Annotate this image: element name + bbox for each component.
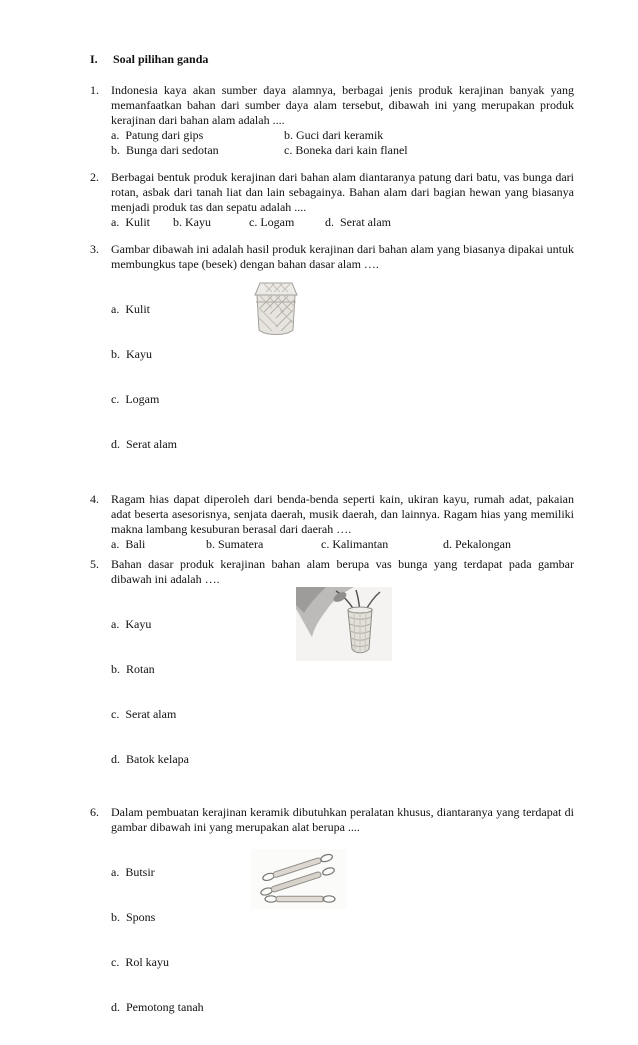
question-5-options <box>111 587 296 797</box>
question-6-number: 6. <box>90 805 99 819</box>
option: c. Kalimantan <box>321 537 389 551</box>
clay-tools-image <box>251 849 347 909</box>
option: a. Kulit <box>111 215 150 229</box>
question-6 <box>90 805 574 1045</box>
option: d. Serat alam <box>111 437 177 451</box>
option: c. Logam <box>249 215 295 229</box>
option: a. Kulit <box>111 302 150 316</box>
option: a. Bali <box>111 537 146 551</box>
option: a. Kayu <box>111 617 152 631</box>
question-4-options <box>111 537 574 552</box>
question-5-number: 5. <box>90 557 99 571</box>
question-1-options <box>111 128 574 158</box>
option: c. Serat alam <box>111 707 177 721</box>
option: d. Batok kelapa <box>111 752 189 766</box>
question-3-body <box>111 242 574 482</box>
option: b. Spons <box>111 910 156 924</box>
question-3-text: Gambar dibawah ini adalah hasil produk kerajinan dari bahan alam yang biasanya dipakai untuk membungkus tape (besek) dengan bahan dasar alam …. <box>111 242 574 271</box>
question-6-text: Dalam pembuatan kerajinan keramik dibutuhkan peralatan khusus, diantaranya yang terdapat di gambar dibawah ini yang merupakan alat berupa .... <box>111 805 574 834</box>
option: c. Rol kayu <box>111 955 169 969</box>
question-2-number: 2. <box>90 170 99 184</box>
question-1-number: 1. <box>90 83 99 97</box>
question-3 <box>90 242 574 482</box>
question-2-options <box>111 215 574 230</box>
section-number: I. <box>90 52 98 66</box>
question-5-text: Bahan dasar produk kerajinan bahan alam berupa vas bunga yang terdapat pada gambar dibawah ini adalah …. <box>111 557 574 586</box>
question-1 <box>90 83 574 158</box>
question-2-text: Berbagai bentuk produk kerajinan dari bahan alam diantaranya patung dari batu, vas bunga dari rotan, asbak dari tanah liat dan lain sebagainya. Bahan alam dari bagian hewan yang biasanya menjadi produk tas dan sepatu adalah .... <box>111 170 574 214</box>
question-5-body <box>111 557 574 797</box>
option: b. Guci dari keramik <box>284 128 384 142</box>
rattan-vase-image <box>296 587 392 661</box>
option: b. Bunga dari sedotan <box>111 143 219 157</box>
section-title: Soal pilihan ganda <box>113 52 209 66</box>
option: b. Kayu <box>111 347 152 361</box>
question-2-body <box>111 170 574 230</box>
question-6-body <box>111 805 574 1045</box>
besek-basket-image <box>244 280 308 340</box>
section-heading <box>90 52 574 67</box>
option: a. Butsir <box>111 865 155 879</box>
question-1-text: Indonesia kaya akan sumber daya alamnya, berbagai jenis produk kerajinan banyak yang memanfaatkan bahan dari sumber daya alam tersebut, dibawah ini yang merupakan produk kerajinan dari bahan alam adalah .... <box>111 83 574 127</box>
question-2 <box>90 170 574 230</box>
question-4-number: 4. <box>90 492 99 506</box>
question-4 <box>90 492 574 552</box>
question-3-options <box>111 272 244 482</box>
question-3-number: 3. <box>90 242 99 256</box>
question-4-body <box>111 492 574 552</box>
option: b. Rotan <box>111 662 155 676</box>
option: d. Pekalongan <box>443 537 511 551</box>
option: d. Serat alam <box>325 215 391 229</box>
option: c. Logam <box>111 392 160 406</box>
option: b. Sumatera <box>206 537 264 551</box>
question-4-text: Ragam hias dapat diperoleh dari benda-benda seperti kain, ukiran kayu, rumah adat, pakaian adat beserta asesorisnya, senjata daerah, musik daerah, dan lainnya. Ragam hias yang memiliki makna lambang kesuburan berasal dari daerah …. <box>111 492 574 536</box>
option: a. Patung dari gips <box>111 128 204 142</box>
option: d. Pemotong tanah <box>111 1000 204 1014</box>
question-5 <box>90 557 574 797</box>
question-1-body <box>111 83 574 158</box>
option: b. Kayu <box>173 215 211 229</box>
option: c. Boneka dari kain flanel <box>284 143 408 157</box>
question-6-options <box>111 835 251 1045</box>
